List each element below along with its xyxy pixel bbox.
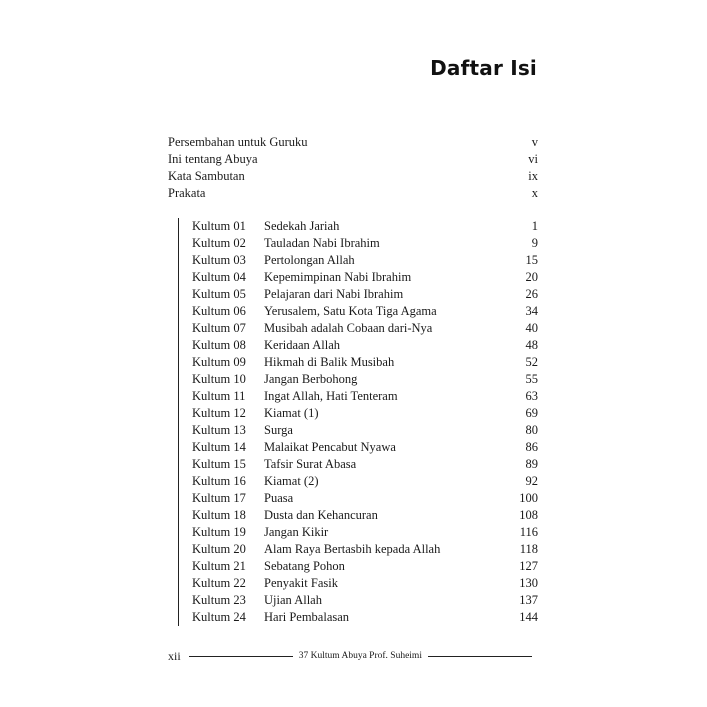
- chapter-row: [192, 320, 538, 337]
- chapter-page: 92: [525, 474, 538, 488]
- chapter-title: Kiamat (2): [264, 474, 319, 488]
- chapter-title: Pelajaran dari Nabi Ibrahim: [264, 287, 404, 301]
- chapter-number: Kultum 21: [192, 559, 246, 573]
- chapter-title: Hari Pembalasan: [264, 610, 350, 624]
- chapter-page: 108: [519, 508, 538, 522]
- chapter-row: [192, 422, 538, 439]
- chapter-number: Kultum 08: [192, 338, 246, 352]
- chapter-page: 100: [519, 491, 538, 505]
- chapter-title: Ujian Allah: [264, 593, 322, 607]
- toc-entry-label: Ini tentang Abuya: [168, 152, 258, 166]
- chapter-number: Kultum 24: [192, 610, 246, 624]
- chapter-row: [192, 337, 538, 354]
- chapter-number: Kultum 19: [192, 525, 246, 539]
- chapter-number: Kultum 10: [192, 372, 246, 386]
- chapter-page: 86: [525, 440, 538, 454]
- chapter-title: Musibah adalah Cobaan dari-Nya: [264, 321, 433, 335]
- chapter-title: Ingat Allah, Hati Tenteram: [264, 389, 398, 403]
- chapter-row: [192, 388, 538, 405]
- chapter-number: Kultum 22: [192, 576, 246, 590]
- chapter-page: 127: [519, 559, 538, 573]
- chapter-title: Tafsir Surat Abasa: [264, 457, 357, 471]
- chapter-number: Kultum 12: [192, 406, 246, 420]
- page-number: xii: [168, 648, 181, 663]
- chapter-number: Kultum 20: [192, 542, 246, 556]
- toc-entry-label: Kata Sambutan: [168, 169, 245, 183]
- chapter-page: 20: [525, 270, 538, 284]
- toc-entry: [168, 185, 538, 202]
- chapter-number: Kultum 03: [192, 253, 246, 267]
- chapter-row: [192, 439, 538, 456]
- chapter-number: Kultum 01: [192, 219, 246, 233]
- toc-entry: [168, 134, 538, 151]
- chapter-row: [192, 473, 538, 490]
- chapter-number: Kultum 02: [192, 236, 246, 250]
- toc-entry-page: vi: [528, 152, 538, 166]
- footer-rule-right: [428, 656, 532, 657]
- chapter-page: 137: [519, 593, 538, 607]
- chapter-number: Kultum 04: [192, 270, 246, 284]
- chapter-row: [192, 354, 538, 371]
- chapter-title: Kiamat (1): [264, 406, 319, 420]
- chapter-number: Kultum 06: [192, 304, 246, 318]
- chapter-title: Dusta dan Kehancuran: [264, 508, 378, 522]
- chapter-title: Sebatang Pohon: [264, 559, 345, 573]
- chapter-number: Kultum 17: [192, 491, 246, 505]
- chapter-title: Sedekah Jariah: [264, 219, 340, 233]
- toc-entry: [168, 151, 538, 168]
- toc-entry-page: ix: [528, 169, 538, 183]
- chapter-row: [192, 592, 538, 609]
- chapter-title: Penyakit Fasik: [264, 576, 338, 590]
- chapter-number: Kultum 15: [192, 457, 246, 471]
- chapter-number: Kultum 16: [192, 474, 246, 488]
- chapter-title: Alam Raya Bertasbih kepada Allah: [264, 542, 441, 556]
- chapter-row: [192, 456, 538, 473]
- chapter-row: [192, 524, 538, 541]
- chapter-row: [192, 558, 538, 575]
- chapter-page: 144: [519, 610, 538, 624]
- chapter-row: [192, 252, 538, 269]
- chapter-page: 80: [525, 423, 538, 437]
- chapter-title: Kepemimpinan Nabi Ibrahim: [264, 270, 412, 284]
- chapter-title: Keridaan Allah: [264, 338, 341, 352]
- chapter-page: 40: [525, 321, 538, 335]
- chapter-page: 89: [525, 457, 538, 471]
- chapter-page: 52: [525, 355, 538, 369]
- chapter-row: [192, 609, 538, 626]
- chapter-number: Kultum 07: [192, 321, 246, 335]
- page-title: Daftar Isi: [430, 56, 537, 80]
- chapter-number: Kultum 14: [192, 440, 246, 454]
- chapter-title: Surga: [264, 423, 293, 437]
- front-matter-list: [168, 134, 538, 202]
- chapter-row: [192, 575, 538, 592]
- chapter-title: Malaikat Pencabut Nyawa: [264, 440, 396, 454]
- chapter-page: 26: [525, 287, 538, 301]
- chapter-page: 15: [525, 253, 538, 267]
- footer-rule-left: [189, 656, 293, 657]
- chapter-title: Hikmah di Balik Musibah: [264, 355, 395, 369]
- chapter-page: 1: [531, 219, 538, 233]
- chapter-page: 116: [519, 525, 538, 539]
- chapter-title: Jangan Berbohong: [264, 372, 358, 386]
- chapter-page: 130: [519, 576, 538, 590]
- toc-entry: [168, 168, 538, 185]
- page-footer: [168, 648, 538, 664]
- chapter-row: [192, 235, 538, 252]
- chapter-row: [192, 541, 538, 558]
- chapter-title: Pertolongan Allah: [264, 253, 355, 267]
- chapter-row: [192, 303, 538, 320]
- chapter-number: Kultum 11: [192, 389, 246, 403]
- chapter-row: [192, 507, 538, 524]
- chapter-page: 69: [525, 406, 538, 420]
- chapter-title: Puasa: [264, 491, 294, 505]
- chapter-row: [192, 405, 538, 422]
- chapter-number: Kultum 09: [192, 355, 246, 369]
- chapter-row: [192, 286, 538, 303]
- toc-entry-page: v: [531, 135, 538, 149]
- chapter-page: 63: [525, 389, 538, 403]
- chapter-page: 34: [525, 304, 538, 318]
- chapter-row: [192, 269, 538, 286]
- toc-entry-label: Prakata: [168, 186, 206, 200]
- chapter-number: Kultum 13: [192, 423, 246, 437]
- chapter-page: 48: [525, 338, 538, 352]
- chapter-page: 55: [525, 372, 538, 386]
- chapter-page: 9: [531, 236, 538, 250]
- chapter-number: Kultum 05: [192, 287, 246, 301]
- chapter-list: [178, 218, 538, 626]
- toc-entry-page: x: [531, 186, 538, 200]
- chapter-number: Kultum 18: [192, 508, 246, 522]
- chapter-row: [192, 371, 538, 388]
- chapter-row: [192, 218, 538, 235]
- chapter-row: [192, 490, 538, 507]
- chapter-page: 118: [519, 542, 538, 556]
- chapter-title: Tauladan Nabi Ibrahim: [264, 236, 380, 250]
- chapter-title: Jangan Kikir: [264, 525, 329, 539]
- toc-entry-label: Persembahan untuk Guruku: [168, 135, 308, 149]
- chapter-number: Kultum 23: [192, 593, 246, 607]
- chapter-title: Yerusalem, Satu Kota Tiga Agama: [264, 304, 437, 318]
- running-title: 37 Kultum Abuya Prof. Suheimi: [298, 651, 422, 661]
